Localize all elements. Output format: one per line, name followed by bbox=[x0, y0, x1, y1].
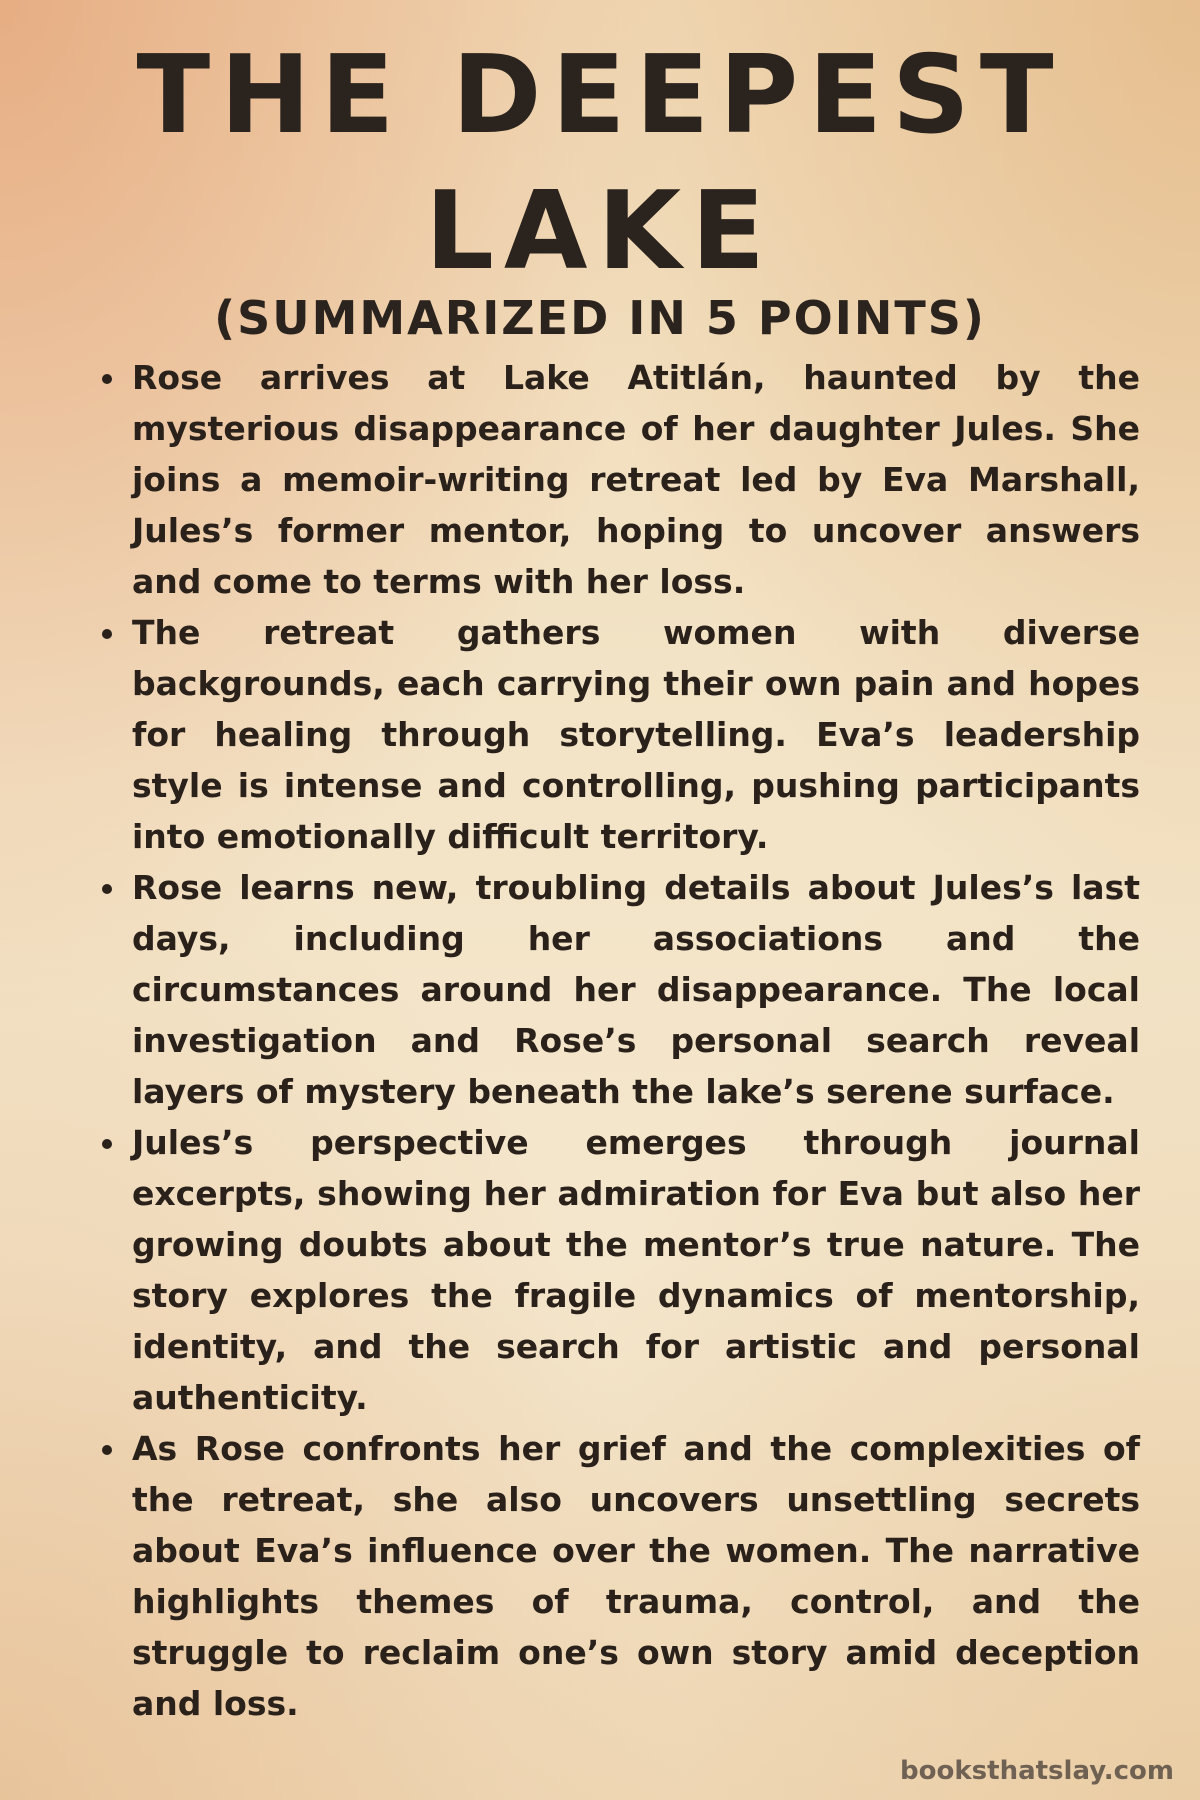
summary-points-list bbox=[96, 352, 1140, 1729]
summary-point-text: The retreat gathers women with diverse backgrounds, each carrying their own pain and hopes for healing through storytelling. Eva’s leadership style is intense and controlling, pushing participants into emotionally difficult territory. bbox=[132, 613, 1140, 856]
summary-point bbox=[96, 352, 1140, 607]
summary-point-text: Rose arrives at Lake Atitlán, haunted by the mysterious disappearance of her daughter Jules. She joins a memoir-writing retreat led by Eva Marshall, Jules’s former mentor, hoping to uncover answers and come to terms with her loss. bbox=[132, 358, 1140, 601]
summary-point bbox=[96, 1423, 1140, 1729]
bullet-icon bbox=[102, 629, 112, 639]
book-title-line-1: THE DEEPEST bbox=[136, 33, 1064, 158]
summary-point bbox=[96, 607, 1140, 862]
bullet-icon bbox=[102, 374, 112, 384]
summary-point bbox=[96, 862, 1140, 1117]
book-title-line-2: LAKE bbox=[425, 169, 775, 294]
summary-point-text: Jules’s perspective emerges through journal excerpts, showing her admiration for Eva but also her growing doubts about the mentor’s true nature. The story explores the fragile dynamics of mentorship, identity, and the search for artistic and personal authenticity. bbox=[132, 1123, 1140, 1417]
summary-point bbox=[96, 1117, 1140, 1423]
summary-point-text: Rose learns new, troubling details about Jules’s last days, including her associations and the circumstances around her disappearance. The local investigation and Rose’s personal search reveal layers of mystery beneath the lake’s serene surface. bbox=[132, 868, 1140, 1111]
site-watermark: booksthatslay.com bbox=[900, 1756, 1174, 1786]
bullet-icon bbox=[102, 1139, 112, 1149]
bullet-icon bbox=[102, 1445, 112, 1455]
bullet-icon bbox=[102, 884, 112, 894]
summary-point-text: As Rose confronts her grief and the complexities of the retreat, she also uncovers unsettling secrets about Eva’s influence over the women. The narrative highlights themes of trauma, control, and the struggle to reclaim one’s own story amid deception and loss. bbox=[132, 1429, 1140, 1723]
subtitle: (SUMMARIZED IN 5 POINTS) bbox=[214, 291, 986, 345]
